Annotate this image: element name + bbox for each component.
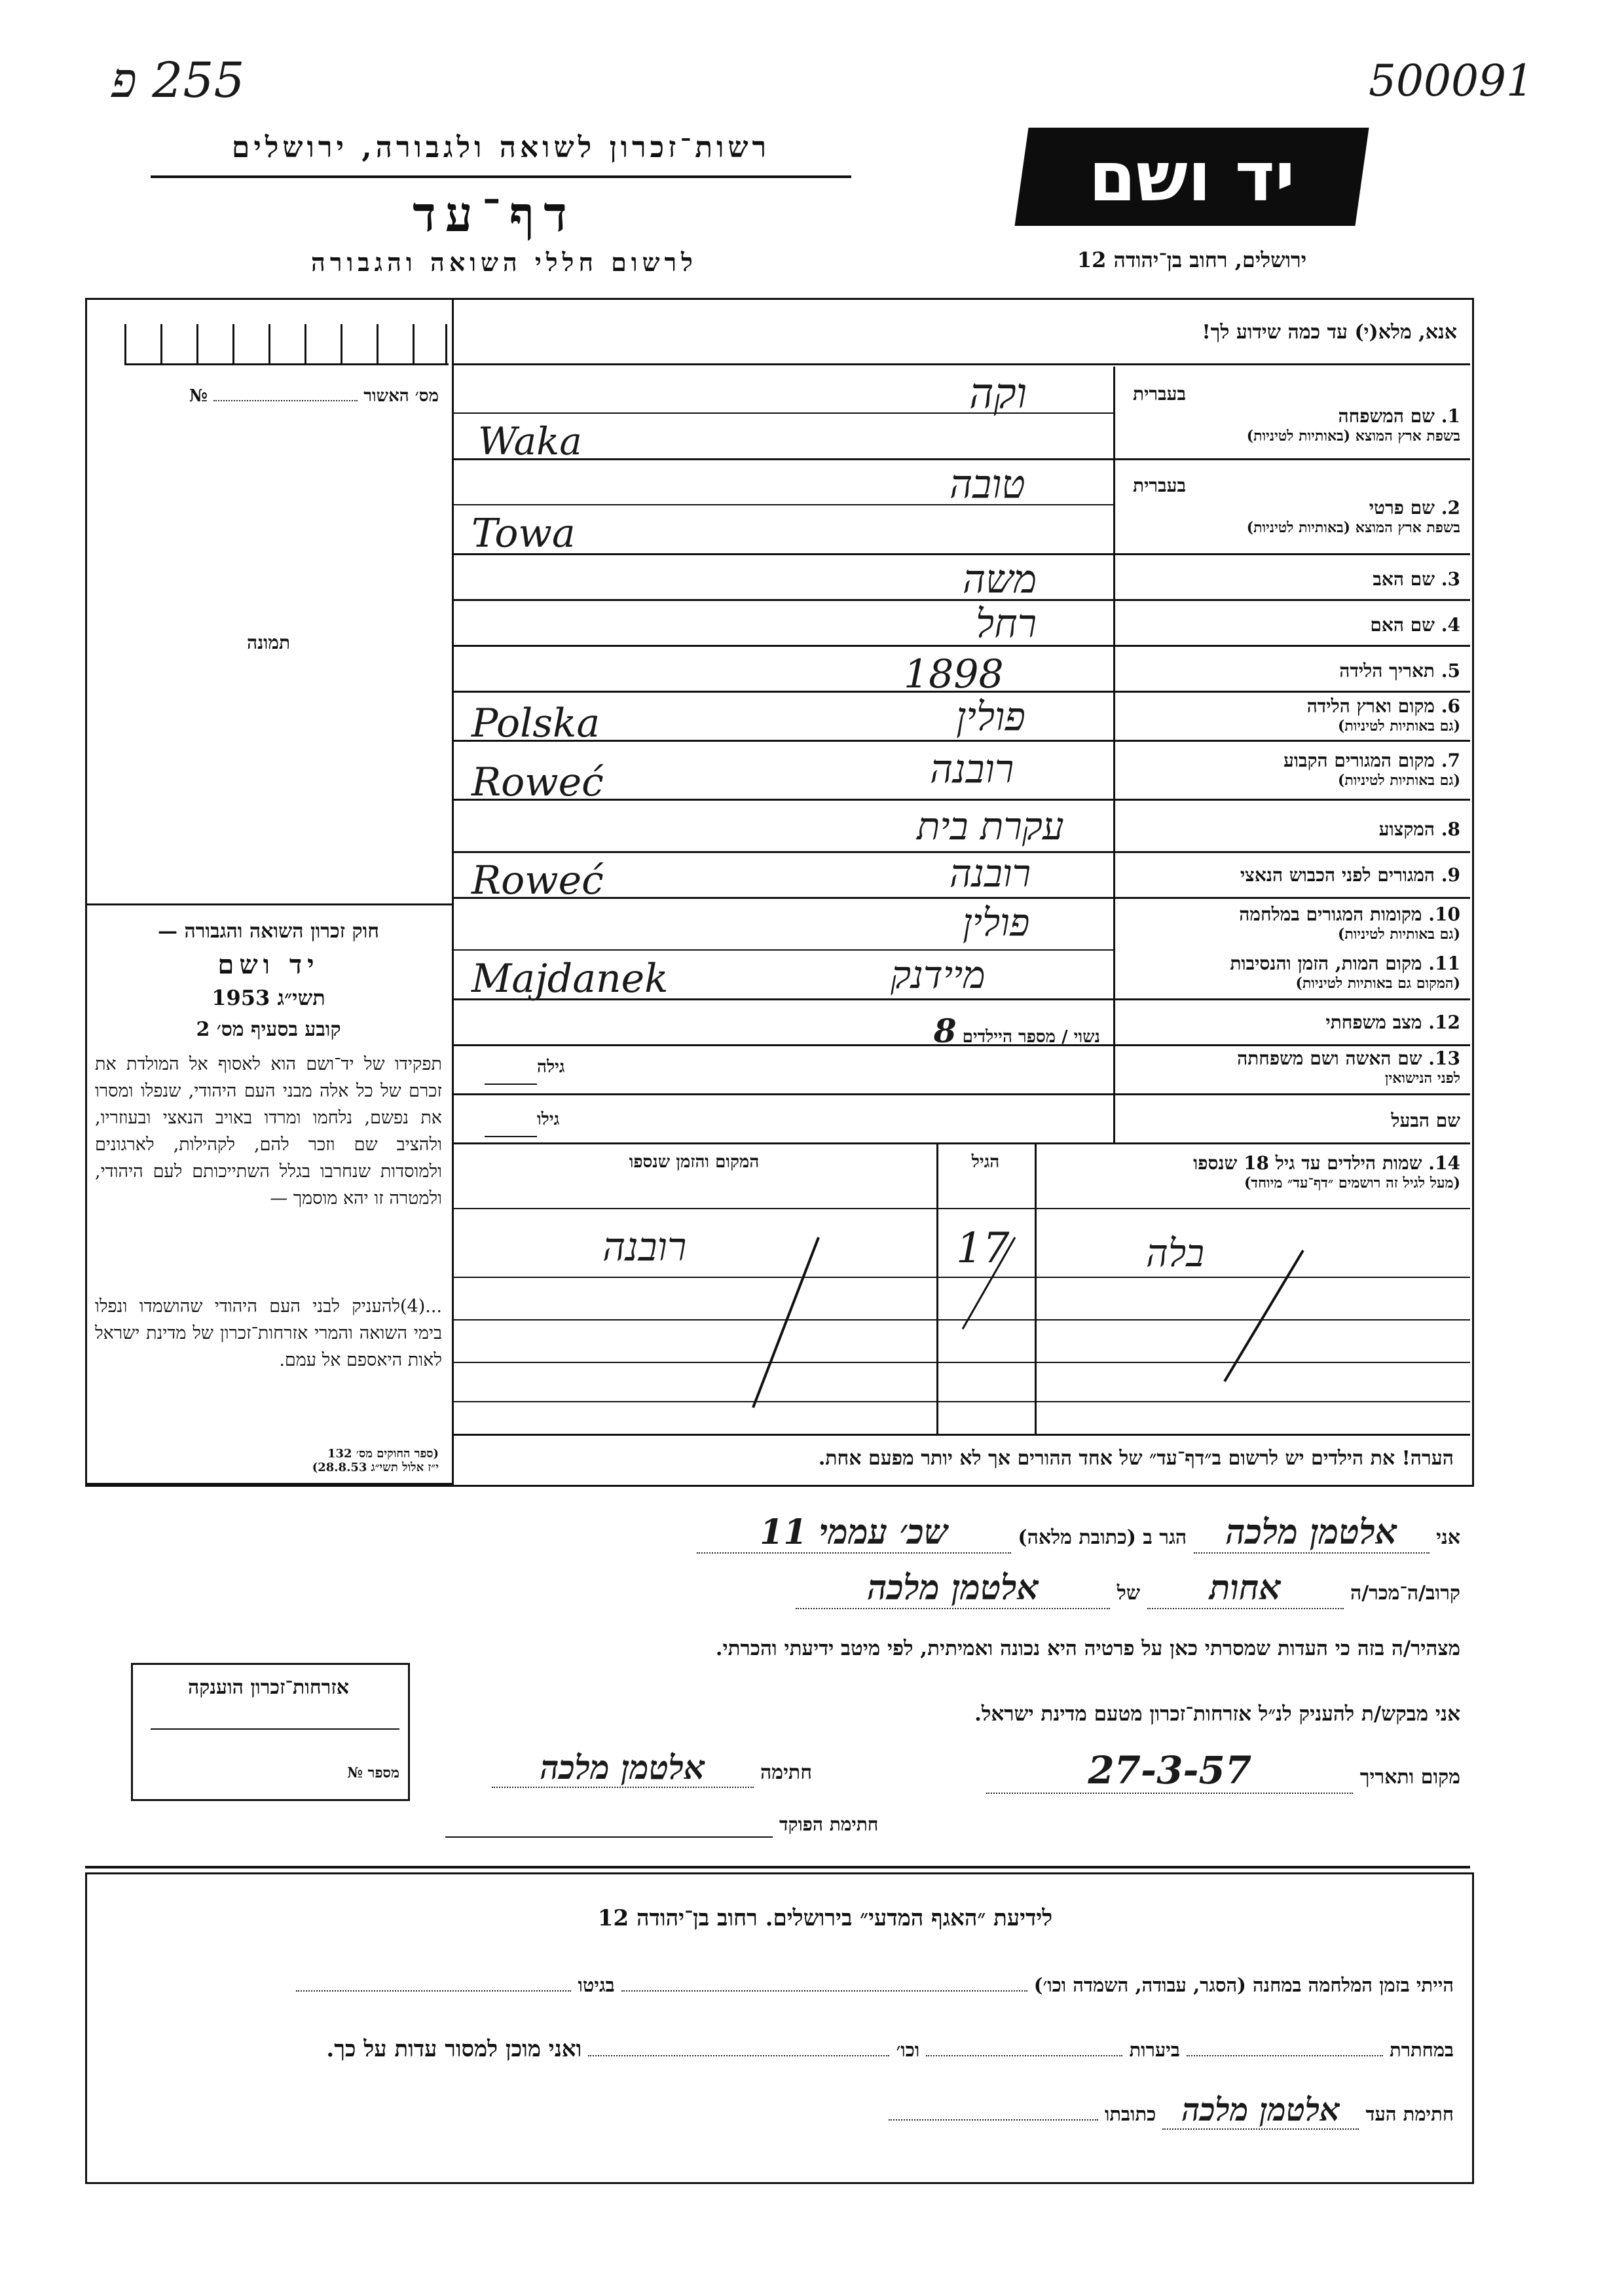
children-count: 8 xyxy=(933,1011,957,1050)
family-name-latin: Waka xyxy=(478,419,582,464)
death-place-latin: Majdanek xyxy=(471,956,669,1002)
citizenship-box-number: מספר № xyxy=(347,1764,399,1781)
photo-label: תמונה xyxy=(246,632,291,653)
declarant-line: אני אלטמן מלכה הגר ב (כתובת מלאה) שכ׳ עממי 11 xyxy=(471,1512,1460,1554)
field-wife-name-label: 13. שם האשה ושם משפחתה לפני הנישואין xyxy=(1237,1048,1460,1087)
relation: אחות xyxy=(1147,1568,1344,1609)
form-title: דף־עד xyxy=(413,187,576,243)
child-place: רובנה xyxy=(602,1224,687,1270)
declaration: מצהיר/ה בזה כי העדות שמסרתי כאן על פרטיה היא נכונה ואמיתית, לפי מיטב ידיעתי והכרתי. xyxy=(715,1637,1460,1660)
field-mother-label: 4. שם האם xyxy=(1370,614,1460,636)
law-clause: ...(4)להעניק לבני העם היהודי שהושמדו ונפלו בימי השואה והמרי אזרחות־זכרון של מדינת ישראל לאות היאספם אל עמם. xyxy=(95,1296,442,1370)
field-profession-label: 8. המקצוע xyxy=(1378,818,1460,840)
law-title: חוק זכרון השואה והגבורה — xyxy=(158,920,379,943)
field-war-residence-label: 10. מקומות המגורים במלחמה (גם באותיות לטיניות) xyxy=(1239,903,1460,943)
child-name: בלה xyxy=(1146,1231,1205,1275)
mother-name: רחל xyxy=(976,601,1037,647)
residence-he: רובנה xyxy=(930,746,1014,792)
family-name-he: וקה xyxy=(969,370,1027,418)
field-first-name-label: בעברית 2. שם פרטי בשפת ארץ המוצא (באותיות לטיניות) xyxy=(1133,475,1460,536)
approval-field: מס׳ האשור № xyxy=(189,386,439,406)
father-name: משה xyxy=(963,556,1037,602)
form-subtitle: לרשום חללי השואה והגבורה xyxy=(311,247,697,277)
witness-signature: אלטמן מלכה xyxy=(1162,2092,1359,2130)
children-age-header: הגיל xyxy=(971,1152,1000,1172)
bottom-line2: במחתרת ביערות וכו׳ ואני מוכן למסור עדות על כך. xyxy=(326,2036,1454,2062)
residence-latin: Roweć xyxy=(471,759,604,805)
field-birth-place-label: 6. מקום וארץ הלידה (גם באותיות לטיניות) xyxy=(1306,695,1460,735)
war-residence-he: פולין xyxy=(963,900,1030,945)
citizenship-box-title: אזרחות־זכרון הוענקה xyxy=(187,1676,350,1699)
law-section: קובע בסעיף מס׳ 2 xyxy=(196,1018,341,1041)
hebrew-label: בעברית xyxy=(1133,383,1187,405)
birth-place-he: פולין xyxy=(956,694,1025,740)
marital-status: נשוי / מספר היילדים 8 xyxy=(933,1011,1100,1050)
place-date-line: מקום ותאריך 27-3-57 xyxy=(812,1748,1460,1794)
field-marital-status-label: 12. מצב משפחתי xyxy=(1325,1011,1460,1033)
law-body: תפקידו של יד־ושם הוא לאסוף אל המולדת את זכרם של כל אלה מבני העם היהודי, שנפלו ומסרו את נפשם, נלחמו ומרדו באויב הנאצי ובעוזריו, ולהציב שם וזכר להם, לקהילות, לארגונים ולמוסדות שנחרבו בגלל השתייכותם לעם היהודי, ולמטרה זו יהא מוסמך — xyxy=(95,1054,442,1209)
field-birth-date-label: 5. תאריך הלידה xyxy=(1339,660,1460,682)
relative-line: קרוב/ה־מכר/ה אחות של אלטמן מלכה xyxy=(471,1568,1460,1609)
bottom-title: לידיעת ״האגף המדעי״ בירושלים. רחוב בן־יהודה 12 xyxy=(597,1905,1053,1931)
institution-name: רשות־זכרון לשואה ולגבורה, ירושלים xyxy=(231,131,771,164)
top-right-number: 500091 xyxy=(1369,56,1534,106)
note: הערה! את הילדים יש לרשום ב״דף־עד״ של אחד ההורים אך לא יותר מפעם אחת. xyxy=(818,1447,1454,1470)
pre-occupation-residence-he: רובנה xyxy=(950,851,1031,896)
law-year: תשי״ג 1953 xyxy=(212,985,325,1010)
instruction: אנא, מלא(י) עד כמה שידוע לך! xyxy=(1202,321,1457,344)
of-name: אלטמן מלכה xyxy=(796,1568,1110,1609)
declarant-name: אלטמן מלכה xyxy=(1194,1512,1430,1554)
request: אני מבקש/ת להעניק לנ״ל אזרחות־זכרון מטעם מדינת ישראל. xyxy=(974,1702,1460,1726)
children-header: 14. שמות הילדים עד גיל 18 שנספו (מעל לגיל זה רושמים ״דף־עד״ מיוחד) xyxy=(1193,1152,1460,1192)
birth-place-latin: Polska xyxy=(471,701,600,746)
field-family-name-label: בעברית 1. שם המשפחה בשפת ארץ המוצא (באותיות לטיניות) xyxy=(1120,383,1460,445)
top-left-note: 255 פ xyxy=(111,52,245,109)
pre-occupation-residence-latin: Roweć xyxy=(471,858,604,903)
death-place-he: מיידנק xyxy=(891,953,986,997)
field-pre-occupation-residence-label: 9. המגורים לפני הכבוש הנאצי xyxy=(1240,864,1460,886)
law-name: יד ושם xyxy=(217,949,320,980)
birth-date: 1898 xyxy=(904,651,1004,697)
signature-line: חתימה אלטמן מלכה xyxy=(445,1748,812,1788)
profession: עקרת בית xyxy=(917,804,1064,848)
declarant-address: שכ׳ עממי 11 xyxy=(697,1512,1011,1554)
law-footnote: (ספר החוקים מס׳ 132 י״ז אלול תשי״ג 28.8.53) xyxy=(312,1447,439,1474)
first-name-he: טובה xyxy=(950,462,1025,507)
yad-vashem-logo xyxy=(1014,128,1369,226)
signature: אלטמן מלכה xyxy=(492,1748,754,1788)
field-husband-name-label: שם הבעל xyxy=(1391,1110,1460,1131)
field-residence-label: 7. מקום המגורים הקבוע (גם באותיות לטיניות) xyxy=(1283,750,1460,789)
field-father-label: 3. שם האב xyxy=(1373,568,1460,590)
institution-underline xyxy=(151,175,851,178)
header-address: ירושלים, רחוב בן־יהודה 12 xyxy=(1077,247,1307,272)
husband-age-label: גילו xyxy=(537,1110,560,1129)
field-death-place-label: 11. מקום המות, הזמן והנסיבות (המקום גם באותיות לטיניות) xyxy=(1230,953,1460,992)
child-age: 17 xyxy=(956,1224,1010,1273)
right-label-divider xyxy=(1113,367,1115,1142)
officer-signature-label: חתימת הפוקד xyxy=(779,1813,879,1835)
logo-text: יד ושם xyxy=(1088,137,1295,217)
witness-signature-line: חתימת העד אלטמן מלכה כתובתו xyxy=(655,2092,1454,2130)
strikethrough-strokes xyxy=(452,1211,1467,1434)
first-name-latin: Towa xyxy=(471,511,576,556)
children-place-header: המקום והזמן שנספו xyxy=(629,1152,760,1172)
perforation-line xyxy=(85,1866,1470,1868)
bottom-line1: הייתי בזמן המלחמה במחנה (הסגר, עבודה, השמדה וכו׳) בגיטו xyxy=(105,1974,1454,1997)
date: 27-3-57 xyxy=(986,1748,1353,1794)
wife-age-label: גילה xyxy=(537,1057,565,1077)
